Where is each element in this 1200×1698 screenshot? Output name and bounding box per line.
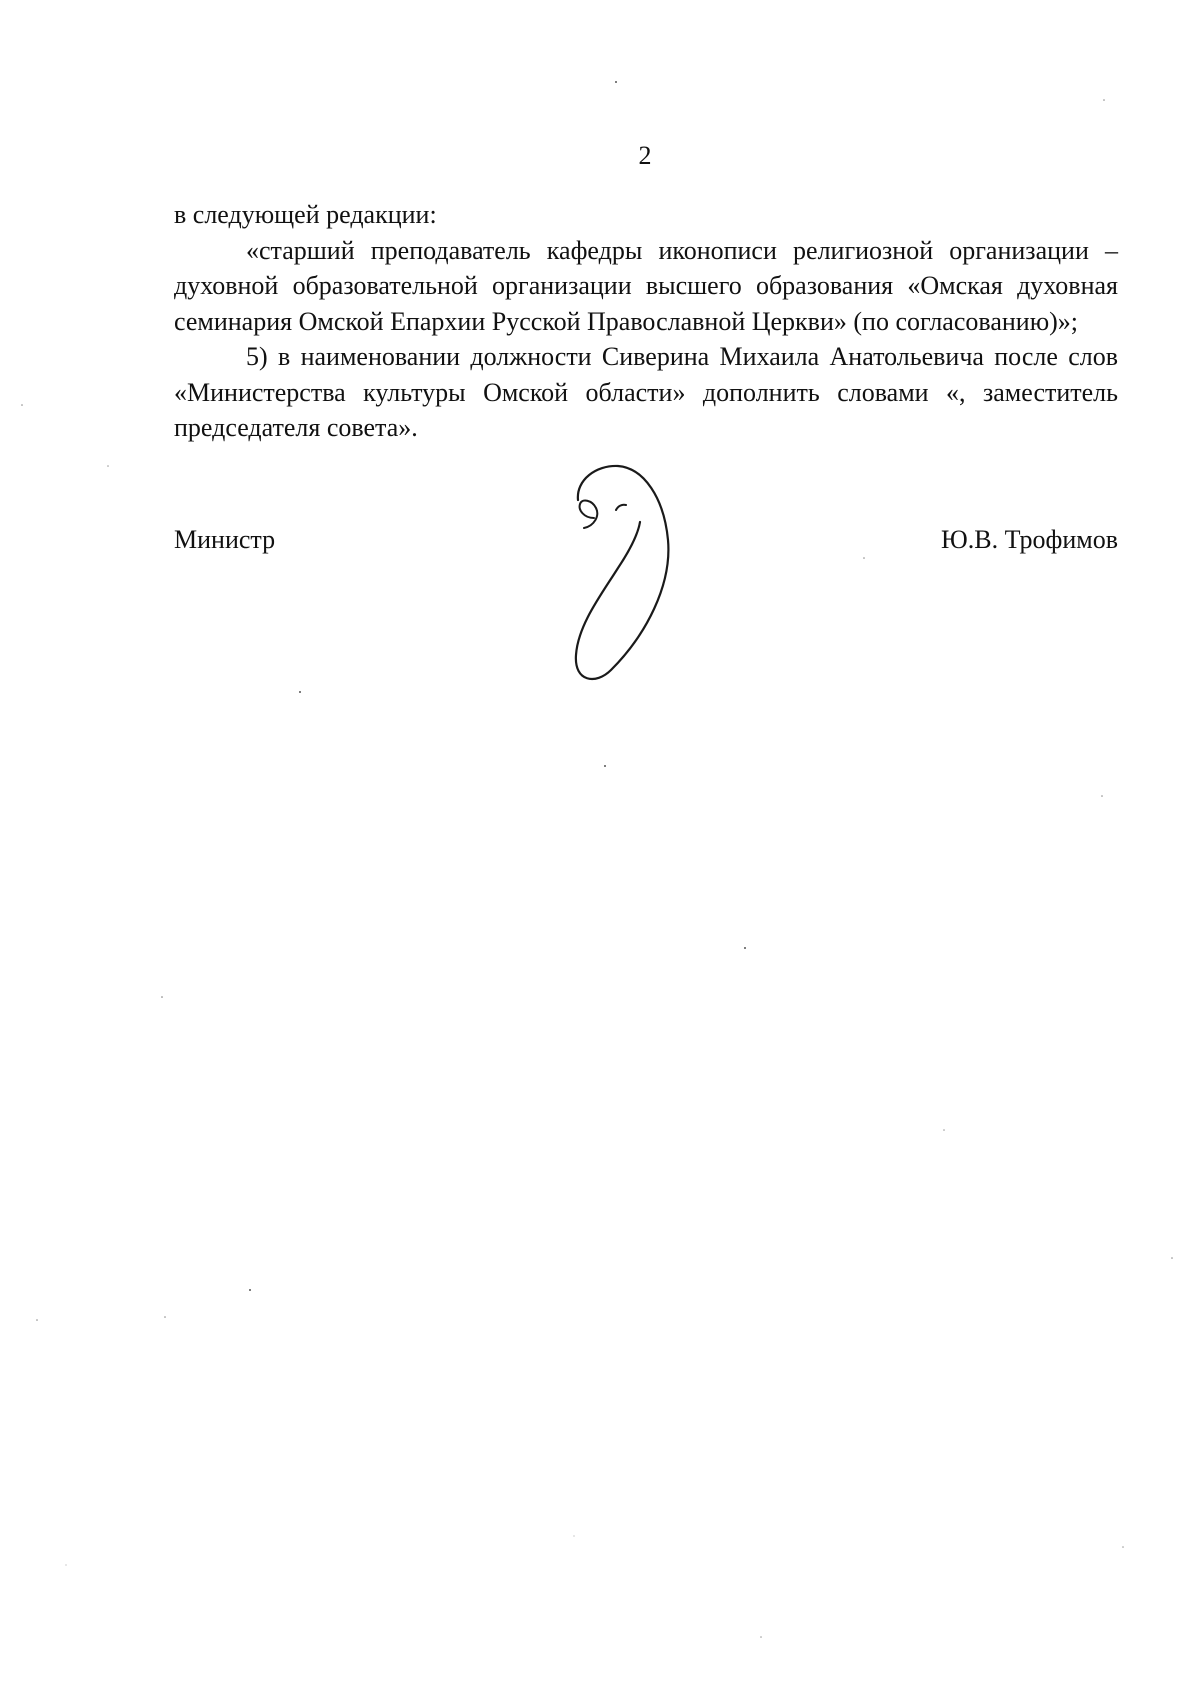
signatory-name: Ю.В. Трофимов bbox=[941, 525, 1118, 554]
document-body bbox=[174, 197, 1118, 446]
signature-stroke-loop bbox=[580, 501, 598, 528]
signatory-title: Министр bbox=[174, 525, 276, 554]
page-number: 2 bbox=[638, 141, 652, 170]
signature-stroke-tick bbox=[616, 505, 626, 510]
paragraph-position-text: «старший преподаватель кафедры иконописи религиозной организации – духовной образовательной организации высшего образования «Омская духовная семинария Омской Епархии Русской Православной Церкви» (по согласованию)»; bbox=[174, 235, 1118, 336]
paragraph-intro: в следующей редакции: bbox=[174, 200, 437, 229]
signature-stroke-main bbox=[576, 466, 669, 679]
handwritten-signature bbox=[556, 460, 686, 685]
paragraph-item-5: 5) в наименовании должности Сиверина Михаила Анатольевича после слов «Министерства культуры Омской области» дополнить словами «, заместитель председателя совета». bbox=[174, 342, 1118, 442]
